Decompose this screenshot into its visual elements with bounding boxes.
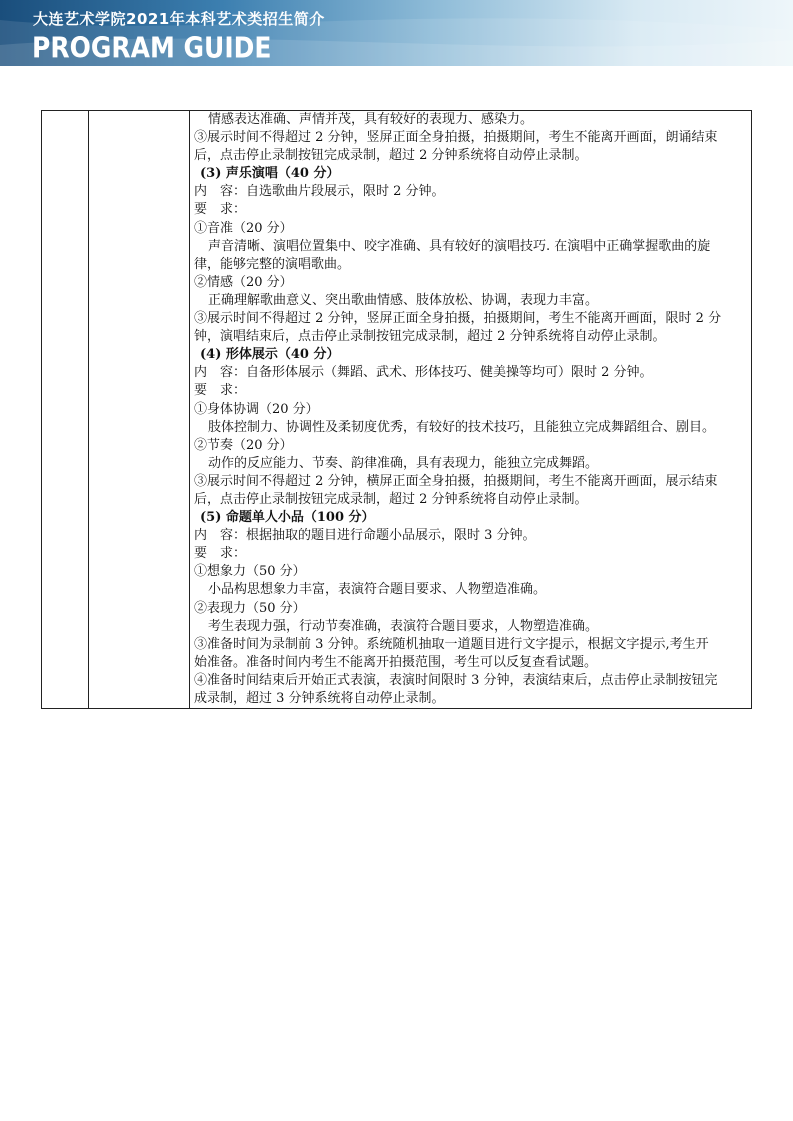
text-line: 后，点击停止录制按钮完成录制，超过 2 分钟系统将自动停止录制。	[194, 148, 588, 164]
table-content-cell	[194, 111, 750, 708]
text-line: ②节奏（20 分）	[194, 437, 293, 453]
text-line: ③展示时间不得超过 2 分钟，横屏正面全身拍摄，拍摄期间，考生不能离开画面，展示结束	[194, 473, 718, 489]
text-line: 成录制，超过 3 分钟系统将自动停止录制。	[194, 691, 445, 706]
text-line: ④准备时间结束后开始正式表演，表演时间限时 3 分钟，表演结束后，点击停止录制按钮完	[194, 672, 718, 688]
text-line: ③展示时间不得超过 2 分钟，竖屏正面全身拍摄，拍摄期间，考生不能离开画面，限时 2 分	[194, 311, 722, 327]
section-heading: (4) 形体展示（40 分）	[200, 347, 340, 363]
table-column-divider	[88, 111, 89, 708]
text-line: 声音清晰、演唱位置集中、咬字准确、具有较好的演唱技巧. 在演唱中正确掌握歌曲的旋	[208, 238, 711, 254]
text-line: 肢体控制力、协调性及柔韧度优秀，有较好的技术技巧，且能独立完成舞蹈组合、剧目。	[208, 419, 716, 435]
text-line: 考生表现力强，行动节奏准确，表演符合题目要求，人物塑造准确。	[208, 618, 599, 634]
text-line: 要 求：	[194, 202, 247, 218]
text-line: ①身体协调（20 分）	[194, 401, 319, 417]
text-line: ①音准（20 分）	[194, 220, 293, 236]
header-banner	[0, 0, 793, 66]
text-line: 内 容：自备形体展示（舞蹈、武术、形体技巧、健美操等均可）限时 2 分钟。	[194, 365, 653, 381]
text-line: 内 容：自选歌曲片段展示，限时 2 分钟。	[194, 184, 445, 200]
text-line: 情感表达准确、声情并茂，具有较好的表现力、感染力。	[208, 112, 534, 127]
header-subtitle: PROGRAM GUIDE	[32, 31, 272, 65]
text-line: 始准备。准备时间内考生不能离开拍摄范围，考生可以反复查看试题。	[194, 654, 598, 670]
section-heading: (3) 声乐演唱（40 分）	[200, 166, 340, 182]
text-line: 小品构思想象力丰富，表演符合题目要求、人物塑造准确。	[208, 582, 547, 598]
text-line: ②情感（20 分）	[194, 274, 293, 290]
text-line: ③展示时间不得超过 2 分钟，竖屏正面全身拍摄，拍摄期间，考生不能离开画面，朗诵结束	[194, 130, 718, 146]
text-line: ①想象力（50 分）	[194, 564, 306, 580]
text-line: 动作的反应能力、节奏、韵律准确，具有表现力，能独立完成舞蹈。	[208, 455, 599, 471]
text-line: 钟，演唱结束后，点击停止录制按钮完成录制，超过 2 分钟系统将自动停止录制。	[194, 329, 666, 345]
text-line: 内 容：根据抽取的题目进行命题小品展示，限时 3 分钟。	[194, 528, 536, 544]
text-line: 后，点击停止录制按钮完成录制，超过 2 分钟系统将自动停止录制。	[194, 491, 588, 507]
section-heading: (5) 命题单人小品（100 分）	[200, 510, 375, 526]
text-line: 要 求：	[194, 383, 247, 399]
text-line: 正确理解歌曲意义、突出歌曲情感、肢体放松、协调，表现力丰富。	[208, 292, 599, 308]
text-line: 要 求：	[194, 546, 247, 562]
text-line: ③准备时间为录制前 3 分钟。系统随机抽取一道题目进行文字提示，根据文字提示,考生开	[194, 636, 709, 652]
header-title: 大连艺术学院2021年本科艺术类招生简介	[33, 10, 325, 28]
text-line: 律，能够完整的演唱歌曲。	[194, 256, 351, 272]
table-column-divider	[189, 111, 190, 708]
text-line: ②表现力（50 分）	[194, 600, 306, 616]
